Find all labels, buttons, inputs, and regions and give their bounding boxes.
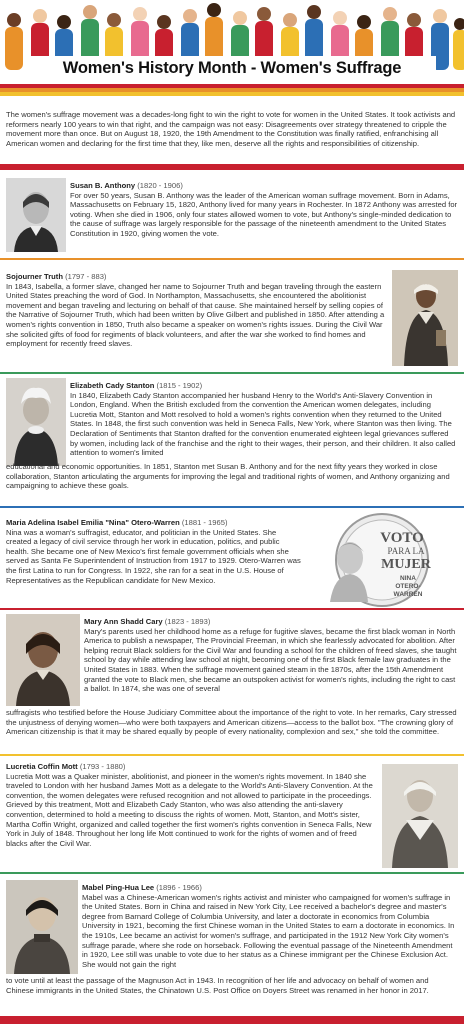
lee-bio: Mabel was a Chinese-American women's rights activist and minister who campaigned for women's suffrage in the United States. Born in China and raised in New York City, Lee received a bachelor's degree and master's degree from Barnard College of Columbia University, and later a doctorate in economics from Columbia University in 1921, becoming the first Chinese woman in the United States to earn a doctorate in economics. In the 1910s, Lee became an activist for women's suffrage, and participated in the 1912 New York City women's suffrage parade, where she rode on horseback. Following the eventual passage of the Nineteenth Amendment in 1920, Lee still was unable to vote due to her status as a Chinese immigrant per the Chinese Exclusion Act. She would not gain the right xyxy=(82,892,455,969)
coin-text-voto: VOTO xyxy=(380,530,424,546)
stanton-portrait xyxy=(6,378,66,466)
otero-text xyxy=(6,518,302,585)
anthony-text xyxy=(70,181,458,239)
lee-text xyxy=(82,883,458,969)
truth-text xyxy=(6,272,388,349)
footer-bar xyxy=(0,1016,464,1024)
stanton-dates: (1815 - 1902) xyxy=(156,381,203,390)
divider-3 xyxy=(0,506,464,508)
truth-bio: In 1843, Isabella, a former slave, changed her name to Sojourner Truth and began traveling through the eastern United States preaching the word of God. In Northampton, Massachusetts, she encountered the abolitionist movement and began traveling and lecturing on behalf of that cause. She maintained herself by selling copies of the Narrative of Sojourner Truth, which had been written by Olive Gilbert and published in 1850. After attending a women's rights convention in 1850, Truth also became a speaker on women's rights issues. During the Civil War she solicited gifts of food for regiments of black volunteers, and after the war she worked to find homes and employment for recently freed slaves. xyxy=(6,281,385,349)
coin-text-mujer: MUJER xyxy=(381,557,431,572)
mott-name: Lucretia Coffin Mott xyxy=(6,762,78,771)
cary-dates: (1823 - 1893) xyxy=(164,617,211,626)
otero-dates: (1881 - 1965) xyxy=(181,518,228,527)
cary-bio: Mary's parents used her childhood home as a refuge for fugitive slaves, became the first black woman in North America to publish a newspaper, The Provincial Freeman, in which she fearlessly advocated for abolition. After helping recruit Black soldiers for the Civil War and founding a school for the children of freed slaves, she taught school by day while attending law school at night, becoming one of the first Black female law graduates in the United States in 1883. When the suffrage movement gained steam in the 1870s, after the 15th Amendment granted the vote to Black men, she became an outspoken activist for women's rights, including the right to cast a ballot. In 1874, she was one of several xyxy=(84,626,457,694)
mott-dates: (1793 - 1880) xyxy=(79,762,126,771)
anthony-name: Susan B. Anthony xyxy=(70,181,136,190)
divider-1 xyxy=(0,258,464,260)
title-bar xyxy=(28,56,436,80)
lee-bio-cont: to vote until at least the passage of the Magnuson Act in 1943. In recognition of her life and advocacy on behalf of women and Chinese immigrants in the United States, the Chinatown U.S. Post Office on Doyers Street was renamed in her honor in 2017. xyxy=(6,976,429,995)
cary-portrait xyxy=(6,614,80,706)
coin-text-para: PARA LA xyxy=(387,546,425,556)
cary-text xyxy=(84,617,458,694)
anthony-dates: (1820 - 1906) xyxy=(137,181,183,190)
divider-5 xyxy=(0,754,464,756)
stanton-bio-cont: educational and economic opportunities. In 1851, Stanton met Susan B. Anthony and for the next fifty years they worked in close collaboration, Stanton articulating the arguments for improving the legal and traditional rights of women, and Anthony organizing and campaigning to achieve these goals. xyxy=(6,462,450,491)
otero-name: Maria Adelina Isabel Emilia "Nina" Otero-Warren xyxy=(6,518,180,527)
cary-bio-cont: suffragists who testified before the House Judiciary Committee about the importance of the right to vote. In her remarks, Cary stressed the unjustness of denying women—who were both taxpayers and American citizens—access to the ballot box. "The crowning glory of American citizenship is that it may be shared equally by people of every nationality, complexion and sex," she told the committee. xyxy=(6,708,457,737)
coin-text-nina: NINA xyxy=(400,575,416,582)
otero-coin xyxy=(306,512,458,608)
truth-portrait xyxy=(392,270,458,366)
stanton-bio: In 1840, Elizabeth Cady Stanton accompanied her husband Henry to the World's Anti-Slavery Convention in London, England. When the British excluded from the convention the American women delegates, including Lucretia Mott, Stanton and Mott resolved to hold a women's rights convention when they returned to the United States. In 1848, the first such convention was held in Seneca Falls, New York, where Stanton was then living. The Declaration of Sentiments that Stanton drafted for the convention enumerated eighteen legal grievances suffered by women, including lack of the franchise and the right to their wages, their person, and their children. It also called attention to women's limited xyxy=(70,390,456,458)
divider-2 xyxy=(0,372,464,374)
mott-text xyxy=(6,762,378,848)
stanton-text xyxy=(70,381,458,458)
anthony-bio: For over 50 years, Susan B. Anthony was the leader of the American woman suffrage movement. Born in Adams, Massachusetts on February 15, 1820, Anthony lived for many years in Rochester. In 1872 Anthony was arrested for voting. When she died in 1906, only four states allowed women to vote, but Anthony's single-minded dedication to the cause of suffrage was largely responsible for the passage of the nineteenth amendment to the United States Constitution in 1920, giving women the vote. xyxy=(70,190,458,238)
divider-6 xyxy=(0,872,464,874)
divider-4 xyxy=(0,608,464,610)
mott-portrait xyxy=(382,764,458,868)
truth-dates: (1797 - 883) xyxy=(65,272,107,281)
header-banner xyxy=(0,0,464,100)
lee-dates: (1896 - 1966) xyxy=(156,883,202,892)
mott-bio: Lucretia Mott was a Quaker minister, abolitionist, and pioneer in the women's rights movement. In 1840 she traveled to London with her husband James Mott as a delegate to the World's Anti-Slavery Convention. At the convention, the women delegates were refused recognition and not allowed to participate in the proceedings. Grieved by this treatment, Mott and Elizabeth Cady Stanton, who was also attending the anti-slavery convention, determined to hold a meeting to discuss the rights of women. Mott, Stanton, and Mott's sister, Martha Coffin Wright, organized and called together the first women's rights convention in Seneca Falls, New York in July of 1848. Throughout her long life Mott continued to work for the rights of women and of freed blacks after the Civil War. xyxy=(6,771,373,848)
cary-name: Mary Ann Shadd Cary xyxy=(84,617,163,626)
lee-portrait xyxy=(6,880,78,974)
intro-paragraph: The women's suffrage movement was a decades-long fight to win the right to vote for women in the United States. It took activists and reformers nearly 100 years to win that right, and the campaign was not easy: Disagreements over strategy threatened to cripple the movement more than once. But on August 18, 1920, the 19th Amendment to the Constitution was finally ratified, enfranchising all American women and declaring for the first time that they, like men, deserve all the rights and responsibilities of citizenship. xyxy=(6,110,456,148)
coin-text-otero: OTERO- xyxy=(395,583,421,590)
anthony-portrait xyxy=(6,178,66,252)
stanton-name: Elizabeth Cady Stanton xyxy=(70,381,155,390)
lee-name: Mabel Ping-Hua Lee xyxy=(82,883,155,892)
coin-text-warren: WARREN xyxy=(393,591,423,598)
intro-divider xyxy=(0,164,464,170)
otero-bio: Nina was a woman's suffragist, educator, and politician in the United States. She created a legacy of civil service through her work in education, politics, and public health. She became one of New Mexico's first female government officials when she served as Santa Fe Superintendent of Instruction from 1917 to 1929. Otero-Warren was the first Latina to run for Congress. In 1922, she ran for a seat in the U.S. House of Representatives as the Republican candidate for New Mexico. xyxy=(6,527,301,585)
page-title: Women's History Month - Women's Suffrage xyxy=(62,59,402,77)
truth-name: Sojourner Truth xyxy=(6,272,63,281)
header-stripe-yellow xyxy=(0,92,464,96)
